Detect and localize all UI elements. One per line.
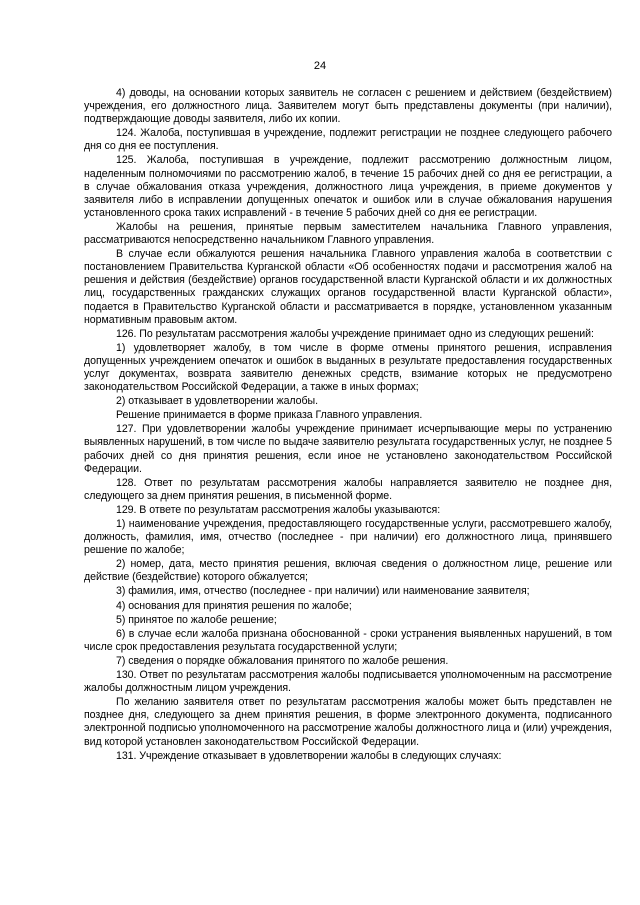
- page-number: 24: [313, 60, 327, 72]
- paragraph: 128. Ответ по результатам рассмотрения жалобы направляется заявителю не позднее дня, следующего за днем принятия решения, в письменной форме.: [84, 476, 612, 502]
- paragraph: 1) удовлетворяет жалобу, в том числе в форме отмены принятого решения, исправления допущенных учреждением опечаток и ошибок в выданных в результате предоставления государственных услуг документах, возврата заявителю денежных средств, взимание которых не предусмотрено законодательством Российской Федерации, а также в иных формах;: [84, 341, 612, 394]
- paragraph: 3) фамилия, имя, отчество (последнее - при наличии) или наименование заявителя;: [116, 585, 530, 598]
- paragraph: 1) наименование учреждения, предоставляющего государственные услуги, рассмотревшего жалобу, должность, фамилия, имя, отчество (последнее - при наличии) его должностного лица, принявшего решение по жалобе;: [84, 518, 612, 557]
- paragraph: 131. Учреждение отказывает в удовлетворении жалобы в следующих случаях:: [116, 749, 502, 762]
- paragraph: 4) основания для принятия решения по жалобе;: [116, 599, 352, 612]
- paragraph: 129. В ответе по результатам рассмотрения жалобы указываются:: [116, 503, 441, 516]
- paragraph: Решение принимается в форме приказа Главного управления.: [116, 409, 423, 422]
- paragraph: В случае если обжалуются решения начальника Главного управления жалоба в соответствии с постановлением Правительства Курганской области «Об особенностях подачи и рассмотрения жалоб на решения и действия (бездействие) органов государственной власти Курганской области и их должностных лиц, государственных гражданских служащих органов государственной власти Курганской области», подается в Правительство Курганской области и рассматривается в порядке, установленном указанным нормативным правовым актом.: [84, 248, 612, 326]
- paragraph: По желанию заявителя ответ по результатам рассмотрения жалобы может быть представлен не позднее дня, следующего за днем принятия решения, в форме электронного документа, подписанного электронной подписью уполномоченного на рассмотрение жалобы должностного лица и (или) учреждения, вид которой установлен законодательством Российской Федерации.: [84, 696, 612, 748]
- paragraph: 7) сведения о порядке обжалования принятого по жалобе решения.: [116, 654, 449, 667]
- paragraph: 5) принятое по жалобе решение;: [116, 613, 277, 626]
- paragraph: 124. Жалоба, поступившая в учреждение, подлежит регистрации не позднее следующего рабочего дня со дня ее поступления.: [84, 127, 612, 153]
- paragraph: 126. По результатам рассмотрения жалобы учреждение принимает одно из следующих решений:: [116, 327, 594, 340]
- paragraph: 2) номер, дата, место принятия решения, включая сведения о должностном лице, решение или действие (бездействие) которого обжалуется;: [84, 558, 612, 584]
- paragraph: 2) отказывает в удовлетворении жалобы.: [116, 395, 318, 408]
- paragraph: 6) в случае если жалоба признана обоснованной - сроки устранения выявленных нарушений, в том числе срок предоставления результата государственной услуги;: [84, 627, 612, 653]
- paragraph: 125. Жалоба, поступившая в учреждение, подлежит рассмотрению должностным лицом, наделенным полномочиями по рассмотрению жалоб, в течение 15 рабочих дней со дня ее регистрации, а в случае обжалования отказа учреждения, должностного лица учреждения, в приеме документов у заявителя либо в исправлении допущенных опечаток и ошибок или в случае обжалования нарушения установленного срока таких исправлений - в течение 5 рабочих дней со дня ее регистрации.: [84, 154, 612, 219]
- paragraph: Жалобы на решения, принятые первым заместителем начальника Главного управления, рассматриваются непосредственно начальником Главного управления.: [84, 220, 612, 247]
- paragraph: 4) доводы, на основании которых заявитель не согласен с решением и действием (бездействием) учреждения, его должностного лица. Заявителем могут быть представлены документы (при наличии), подтверждающие доводы заявителя, либо их копии.: [84, 87, 612, 126]
- paragraph: 127. При удовлетворении жалобы учреждение принимает исчерпывающие меры по устранению выявленных нарушений, в том числе по выдаче заявителю результата государственных услуг, не позднее 5 рабочих дней со дня принятия решения, если иное не установлено законодательством Российской Федерации.: [84, 423, 612, 475]
- paragraph: 130. Ответ по результатам рассмотрения жалобы подписывается уполномоченным на рассмотрение жалобы должностным лицом учреждения.: [84, 669, 612, 695]
- document-body: [84, 87, 612, 763]
